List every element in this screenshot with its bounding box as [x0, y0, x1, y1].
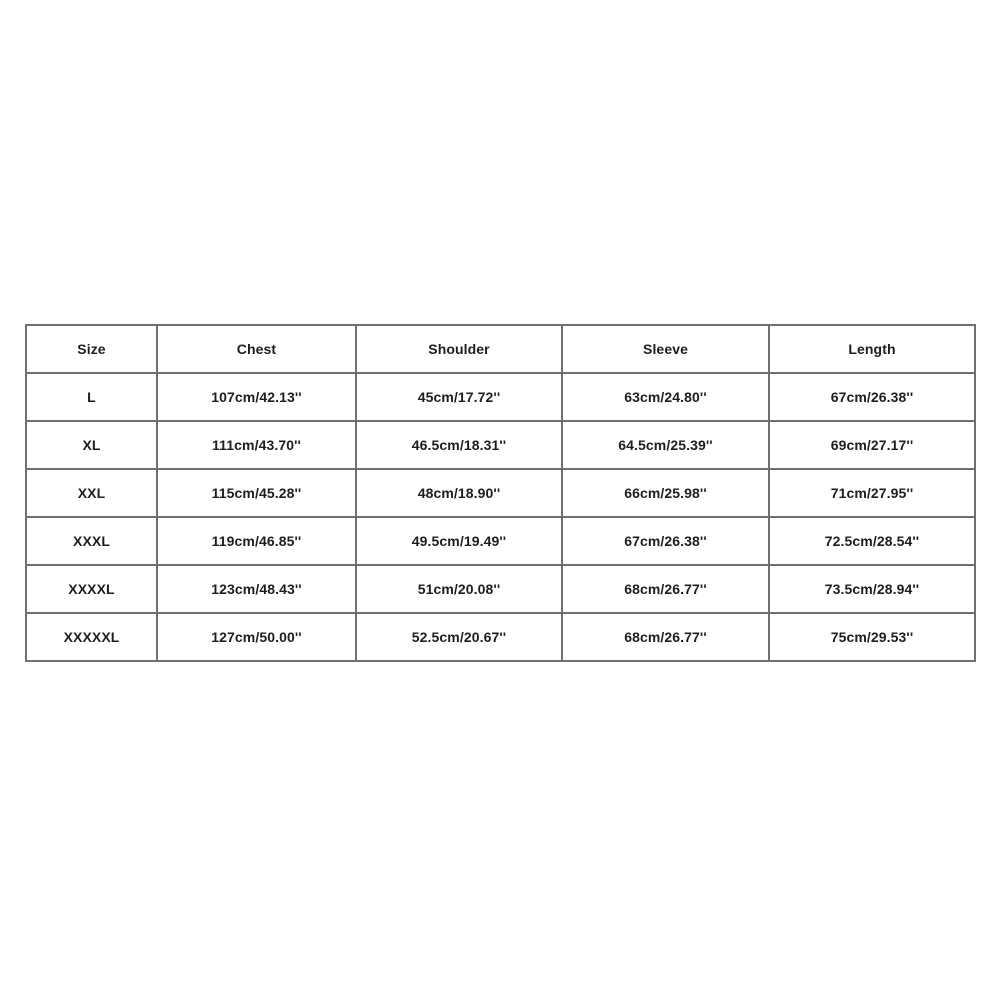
cell-length: 71cm/27.95'': [769, 469, 975, 517]
cell-chest: 115cm/45.28'': [157, 469, 356, 517]
size-chart-table: [25, 324, 976, 662]
cell-size: XXXL: [26, 517, 157, 565]
table-row: [26, 517, 975, 565]
cell-shoulder: 49.5cm/19.49'': [356, 517, 562, 565]
table-row: [26, 565, 975, 613]
cell-length: 69cm/27.17'': [769, 421, 975, 469]
header-chest: Chest: [157, 325, 356, 373]
cell-chest: 111cm/43.70'': [157, 421, 356, 469]
header-size: Size: [26, 325, 157, 373]
cell-chest: 119cm/46.85'': [157, 517, 356, 565]
cell-length: 73.5cm/28.94'': [769, 565, 975, 613]
header-length: Length: [769, 325, 975, 373]
cell-size: XXXXL: [26, 565, 157, 613]
header-sleeve: Sleeve: [562, 325, 769, 373]
cell-chest: 123cm/48.43'': [157, 565, 356, 613]
table-row: [26, 421, 975, 469]
cell-chest: 127cm/50.00'': [157, 613, 356, 661]
cell-sleeve: 67cm/26.38'': [562, 517, 769, 565]
cell-sleeve: 68cm/26.77'': [562, 565, 769, 613]
cell-sleeve: 68cm/26.77'': [562, 613, 769, 661]
table-row: [26, 373, 975, 421]
cell-shoulder: 46.5cm/18.31'': [356, 421, 562, 469]
cell-size: XXL: [26, 469, 157, 517]
cell-size: XL: [26, 421, 157, 469]
cell-length: 72.5cm/28.54'': [769, 517, 975, 565]
cell-shoulder: 48cm/18.90'': [356, 469, 562, 517]
cell-sleeve: 63cm/24.80'': [562, 373, 769, 421]
cell-shoulder: 52.5cm/20.67'': [356, 613, 562, 661]
header-shoulder: Shoulder: [356, 325, 562, 373]
cell-size: L: [26, 373, 157, 421]
cell-size: XXXXXL: [26, 613, 157, 661]
cell-shoulder: 51cm/20.08'': [356, 565, 562, 613]
cell-chest: 107cm/42.13'': [157, 373, 356, 421]
cell-length: 67cm/26.38'': [769, 373, 975, 421]
table-row: [26, 469, 975, 517]
cell-shoulder: 45cm/17.72'': [356, 373, 562, 421]
cell-sleeve: 64.5cm/25.39'': [562, 421, 769, 469]
table-row: [26, 613, 975, 661]
cell-length: 75cm/29.53'': [769, 613, 975, 661]
cell-sleeve: 66cm/25.98'': [562, 469, 769, 517]
header-row: [26, 325, 975, 373]
